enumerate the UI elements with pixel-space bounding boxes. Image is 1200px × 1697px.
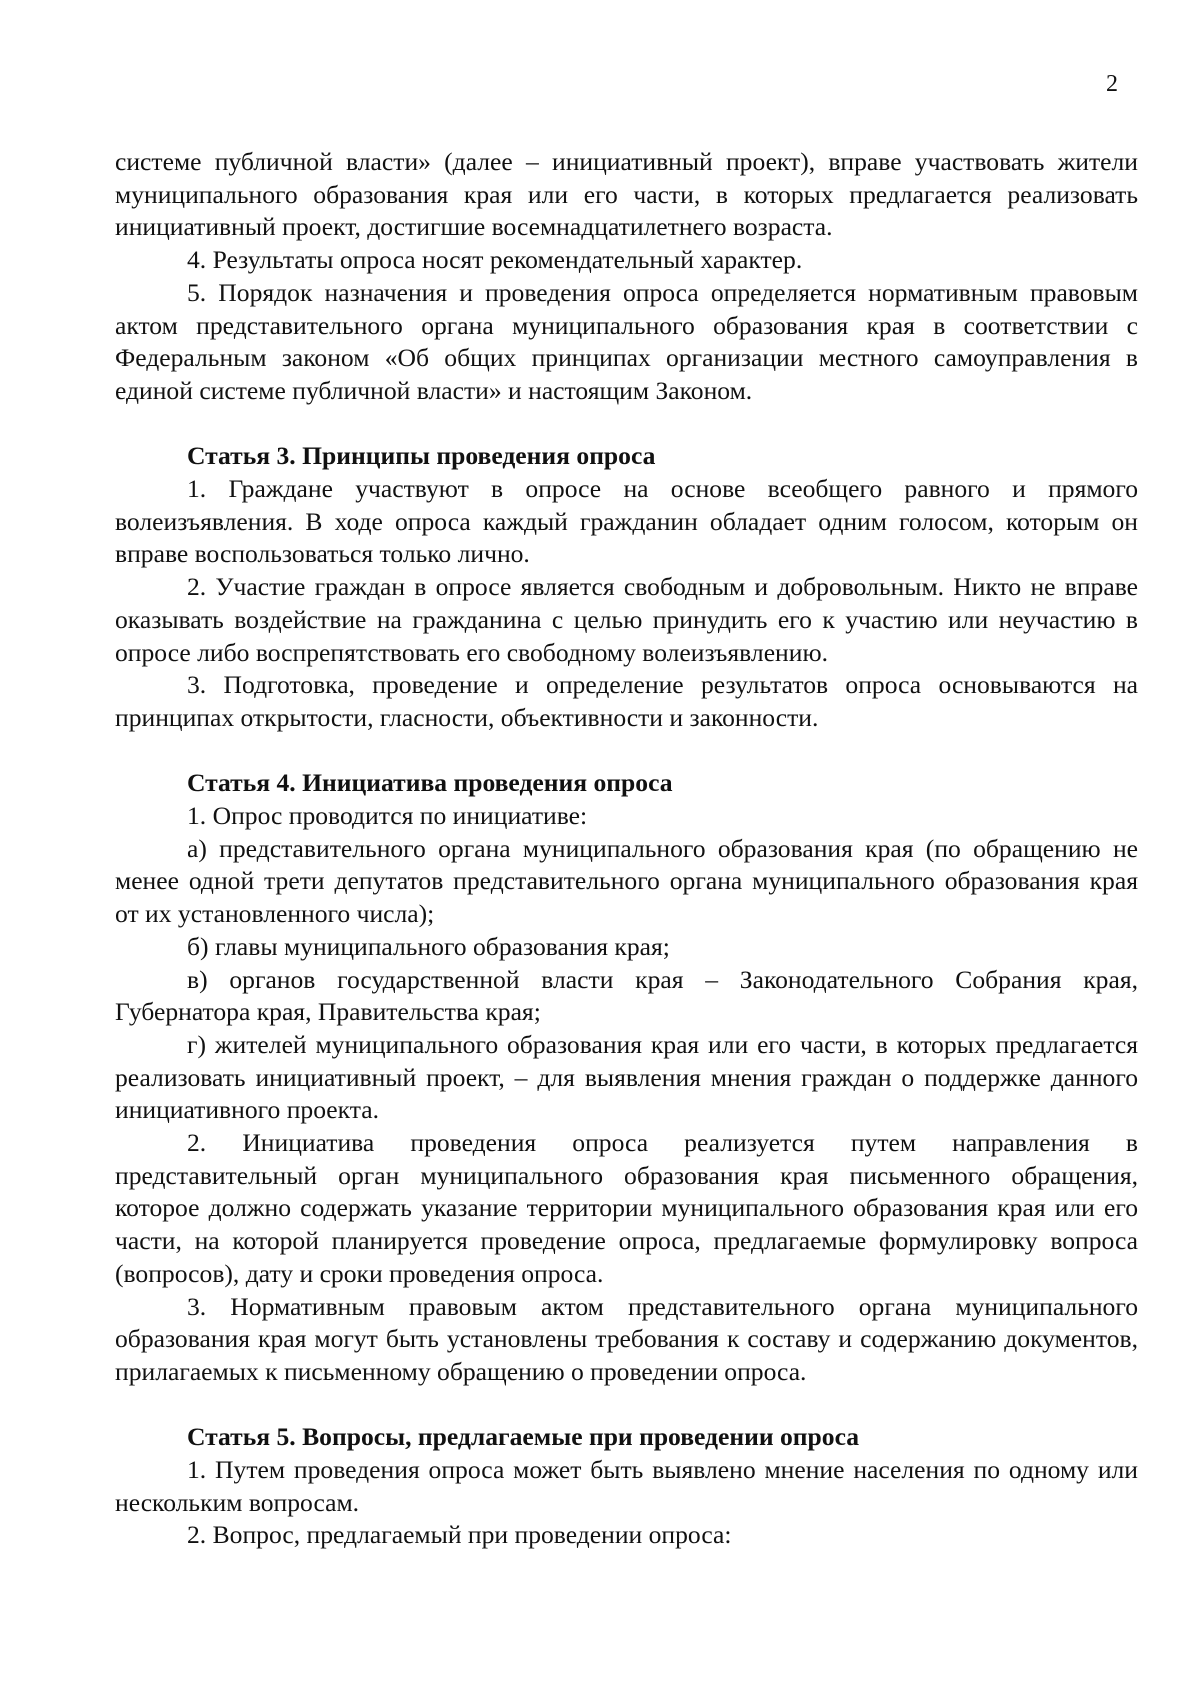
paragraph: 5. Порядок назначения и проведения опроса определяется нормативным правовым актом представительного органа муниципального образования края в соответствии с Федеральным законом «Об общих принципах организации местного самоуправления в единой системе публичной власти» и настоящим Законом. <box>115 277 1138 405</box>
article-heading: Статья 4. Инициатива проведения опроса <box>187 768 673 798</box>
list-item: г) жителей муниципального образования края или его части, в которых предлагается реализовать инициативный проект, – для выявления мнения граждан о поддержке данного инициативного проекта. <box>115 1029 1138 1125</box>
document-body <box>115 146 1138 1552</box>
list-item: в) органов государственной власти края – Законодательного Собрания края, Губернатора края, Правительства края; <box>115 964 1138 1027</box>
article-heading: Статья 5. Вопросы, предлагаемые при проведении опроса <box>187 1422 860 1452</box>
article-heading: Статья 3. Принципы проведения опроса <box>187 441 656 471</box>
paragraph: 1. Опрос проводится по инициативе: <box>187 801 588 831</box>
paragraph: 2. Инициатива проведения опроса реализуется путем направления в представительный орган муниципального образования края письменного обращения, которое должно содержать указание территории муниципального образования края или его части, на которой планируется проведение опроса, предлагаемые формулировку вопроса (вопросов), дату и сроки проведения опроса. <box>115 1128 1138 1288</box>
paragraph: 2. Вопрос, предлагаемый при проведении опроса: <box>187 1520 732 1550</box>
paragraph: 1. Граждане участвуют в опросе на основе всеобщего равного и прямого волеизъявления. В ходе опроса каждый гражданин обладает одним голосом, которым он вправе воспользоваться только лично. <box>115 474 1138 569</box>
paragraph: 3. Подготовка, проведение и определение результатов опроса основываются на принципах открытости, гласности, объективности и законности. <box>115 670 1138 732</box>
paragraph: 2. Участие граждан в опросе является свободным и добровольным. Никто не вправе оказывать воздействие на гражданина с целью принудить его к участию или неучастию в опросе либо воспрепятствовать его свободному волеизъявлению. <box>115 572 1138 667</box>
list-item: а) представительного органа муниципального образования края (по обращению не менее одной трети депутатов представительного органа муниципального образования края от их установленного числа); <box>115 833 1138 929</box>
paragraph: 4. Результаты опроса носят рекомендательный характер. <box>187 245 803 275</box>
page-number: 2 <box>1106 71 1118 97</box>
paragraph: 3. Нормативным правовым актом представительного органа муниципального образования края могут быть установлены требования к составу и содержанию документов, прилагаемых к письменному обращению о проведении опроса. <box>115 1291 1138 1386</box>
list-item: б) главы муниципального образования края; <box>187 931 670 961</box>
paragraph: системе публичной власти» (далее – инициативный проект), вправе участвовать жители муниципального образования края или его части, в которых предлагается реализовать инициативный проект, достигшие восемнадцатилетнего возраста. <box>115 147 1138 242</box>
paragraph: 1. Путем проведения опроса может быть выявлено мнение населения по одному или нескольким вопросам. <box>115 1455 1138 1517</box>
